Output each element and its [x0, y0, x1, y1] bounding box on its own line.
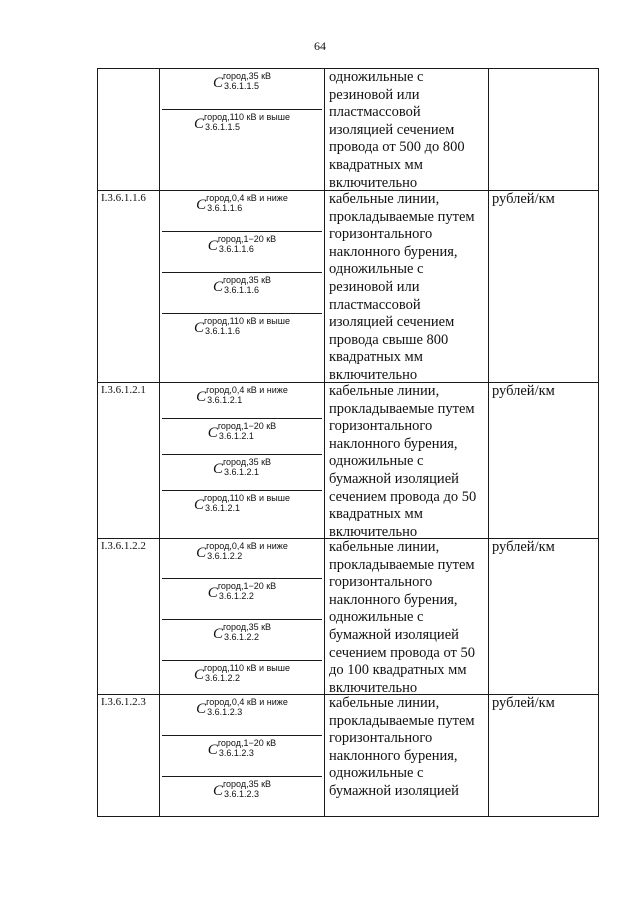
- formula-cell: [160, 69, 325, 190]
- formula: C город,35 кВ 3.6.1.1.5: [212, 71, 272, 91]
- formula: C город,0,4 кВ и ниже 3.6.1.2.2: [196, 541, 288, 561]
- formula-sup: город,110 кВ и выше: [204, 316, 290, 326]
- unit-cell: рублей/км: [492, 539, 555, 555]
- formula: C город,35 кВ 3.6.1.2.2: [212, 622, 272, 642]
- row-code: I.3.6.1.1.6: [98, 191, 160, 382]
- formula-sub: 3.6.1.1.6: [205, 326, 241, 336]
- formula: C город,35 кВ 3.6.1.2.3: [212, 779, 272, 799]
- formula-subcell: [162, 490, 322, 538]
- formula-sup: город,1−20 кВ: [217, 421, 277, 431]
- description-cell: кабельные линии, прокладываемые путем горизонтального наклонного бурения, одножильные с резиновой или пластмассовой изоляцией сечением провода свыше 800 квадратных мм включительно: [325, 191, 489, 382]
- formula-subcell: [162, 231, 322, 272]
- formula-subcell: [162, 418, 322, 454]
- formula-sup: город,35 кВ: [222, 275, 272, 285]
- formula-sup: город,110 кВ и выше: [204, 493, 290, 503]
- table-row: [98, 190, 598, 382]
- formula-sub: 3.6.1.2.1: [207, 395, 243, 405]
- formula-sub: 3.6.1.1.5: [205, 122, 241, 132]
- table-row: [98, 382, 598, 538]
- formula-subcell: [162, 272, 322, 313]
- formula-subcell: [162, 383, 322, 418]
- formula-subcell: [162, 619, 322, 660]
- formula-sup: город,110 кВ и выше: [204, 663, 290, 673]
- formula-subcell: [162, 539, 322, 578]
- formula-subcell: [162, 454, 322, 490]
- formula: C город,110 кВ и выше 3.6.1.2.1: [194, 493, 290, 513]
- unit-cell: рублей/км: [492, 383, 555, 399]
- row-code: [98, 69, 160, 190]
- table-row: [98, 694, 598, 816]
- unit-cell: рублей/км: [492, 695, 555, 711]
- formula: C город,35 кВ 3.6.1.1.6: [212, 275, 272, 295]
- formula-subcell: [162, 735, 322, 776]
- formula-sup: город,1−20 кВ: [217, 581, 277, 591]
- formula-sub: 3.6.1.2.1: [223, 467, 259, 477]
- description-cell: кабельные линии, прокладываемые путем горизонтального наклонного бурения, одножильные с бумажной изоляцией сечением провода от 50 до 100 квадратных мм включительно: [325, 539, 489, 694]
- formula: C город,110 кВ и выше 3.6.1.2.2: [194, 663, 290, 683]
- formula-sup: город,35 кВ: [222, 457, 272, 467]
- formula-subcell: [162, 695, 322, 735]
- formula-sup: город,1−20 кВ: [217, 234, 277, 244]
- page-number: 64: [314, 39, 326, 53]
- table-row: [98, 69, 598, 190]
- formula: C город,0,4 кВ и ниже 3.6.1.1.6: [196, 193, 288, 213]
- formula-sub: 3.6.1.2.3: [207, 707, 243, 717]
- formula-cell: [160, 695, 325, 816]
- formula-sub: 3.6.1.2.2: [218, 591, 254, 601]
- formula-sub: 3.6.1.1.6: [218, 244, 254, 254]
- formula-cell: [160, 191, 325, 382]
- row-code: I.3.6.1.2.2: [98, 539, 160, 694]
- formula-subcell: [162, 109, 322, 190]
- formula-cell: [160, 539, 325, 694]
- formula: C город,0,4 кВ и ниже 3.6.1.2.1: [196, 385, 288, 405]
- formula-sup: город,35 кВ: [222, 71, 272, 81]
- formula-sup: город,0,4 кВ и ниже: [206, 697, 288, 707]
- formula-sub: 3.6.1.2.2: [207, 551, 243, 561]
- formula-sub: 3.6.1.2.3: [223, 789, 259, 799]
- unit-cell: [489, 69, 598, 190]
- description-cell: кабельные линии, прокладываемые путем горизонтального наклонного бурения, одножильные с бумажной изоляцией: [325, 695, 489, 816]
- formula-cell: [160, 383, 325, 538]
- formula-sup: город,0,4 кВ и ниже: [206, 385, 288, 395]
- formula-subcell: [162, 578, 322, 619]
- formula-sup: город,35 кВ: [222, 779, 272, 789]
- formula-sub: 3.6.1.1.6: [207, 203, 243, 213]
- formula-subcell: [162, 313, 322, 382]
- unit-cell: рублей/км: [492, 191, 555, 207]
- formula-sup: город,0,4 кВ и ниже: [206, 193, 288, 203]
- formula-sup: город,110 кВ и выше: [204, 112, 290, 122]
- formula-sub: 3.6.1.2.1: [218, 431, 254, 441]
- formula-subcell: [162, 660, 322, 694]
- formula-subcell: [162, 69, 322, 109]
- tariff-table: [97, 68, 599, 817]
- formula: C город,1−20 кВ 3.6.1.2.2: [207, 581, 277, 601]
- formula: C город,1−20 кВ 3.6.1.1.6: [207, 234, 277, 254]
- formula-sub: 3.6.1.2.2: [223, 632, 259, 642]
- description-cell: кабельные линии, прокладываемые путем горизонтального наклонного бурения, одножильные с бумажной изоляцией сечением провода до 50 квадратных мм включительно: [325, 383, 489, 538]
- formula-sub: 3.6.1.2.1: [205, 503, 241, 513]
- formula: C город,110 кВ и выше 3.6.1.1.6: [194, 316, 290, 336]
- formula-sup: город,1−20 кВ: [217, 738, 277, 748]
- formula-sub: 3.6.1.1.5: [223, 81, 259, 91]
- formula-sub: 3.6.1.2.2: [205, 673, 241, 683]
- table-row: [98, 538, 598, 694]
- formula: C город,110 кВ и выше 3.6.1.1.5: [194, 112, 290, 132]
- description-cell: одножильные с резиновой или пластмассовой изоляцией сечением провода от 500 до 800 квадратных мм включительно: [325, 69, 489, 190]
- row-code: I.3.6.1.2.1: [98, 383, 160, 538]
- formula-sub: 3.6.1.2.3: [218, 748, 254, 758]
- formula: C город,35 кВ 3.6.1.2.1: [212, 457, 272, 477]
- formula-sup: город,0,4 кВ и ниже: [206, 541, 288, 551]
- formula: C город,1−20 кВ 3.6.1.2.3: [207, 738, 277, 758]
- formula-subcell: [162, 776, 322, 816]
- row-code: I.3.6.1.2.3: [98, 695, 160, 816]
- formula-subcell: [162, 191, 322, 231]
- formula-sup: город,35 кВ: [222, 622, 272, 632]
- formula: C город,1−20 кВ 3.6.1.2.1: [207, 421, 277, 441]
- formula: C город,0,4 кВ и ниже 3.6.1.2.3: [196, 697, 288, 717]
- formula-sub: 3.6.1.1.6: [223, 285, 259, 295]
